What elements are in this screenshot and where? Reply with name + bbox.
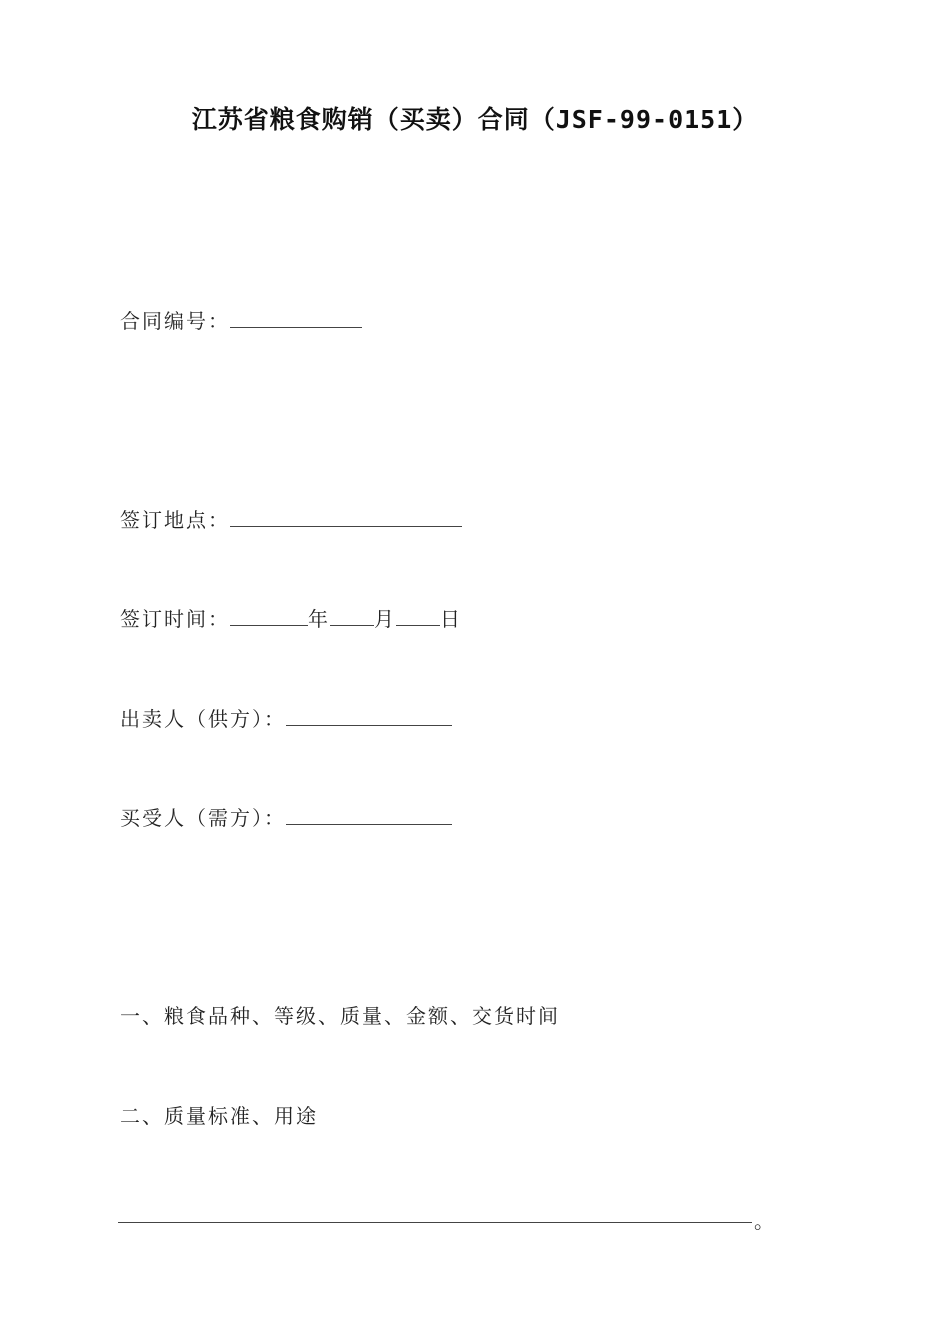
seller-blank[interactable] xyxy=(286,705,452,726)
seller-label: 出卖人（供方）： xyxy=(120,707,286,731)
signing-time-label: 签订时间： xyxy=(120,607,230,631)
section-one-heading: 一、粮食品种、等级、质量、金额、交货时间 xyxy=(120,1004,560,1028)
contract-number-blank[interactable] xyxy=(230,307,362,328)
month-label: 月 xyxy=(374,607,396,631)
year-blank[interactable] xyxy=(230,605,308,626)
buyer-label: 买受人（需方）： xyxy=(120,806,286,830)
contract-number-row xyxy=(120,306,362,336)
trailing-period: 。 xyxy=(754,1209,774,1233)
document-title: 江苏省粮食购销（买卖）合同（JSF-99-0151） xyxy=(191,105,759,134)
buyer-blank[interactable] xyxy=(286,804,452,825)
signing-place-row xyxy=(120,505,462,535)
contract-number-label: 合同编号： xyxy=(120,309,230,333)
day-label: 日 xyxy=(440,607,462,631)
section-two-heading: 二、质量标准、用途 xyxy=(120,1104,318,1128)
fill-in-line[interactable] xyxy=(118,1222,752,1223)
day-blank[interactable] xyxy=(396,605,440,626)
signing-place-label: 签订地点： xyxy=(120,508,230,532)
year-label: 年 xyxy=(308,607,330,631)
month-blank[interactable] xyxy=(330,605,374,626)
buyer-row xyxy=(120,803,452,833)
signing-time-row xyxy=(120,604,462,634)
signing-place-blank[interactable] xyxy=(230,506,462,527)
seller-row xyxy=(120,704,452,734)
